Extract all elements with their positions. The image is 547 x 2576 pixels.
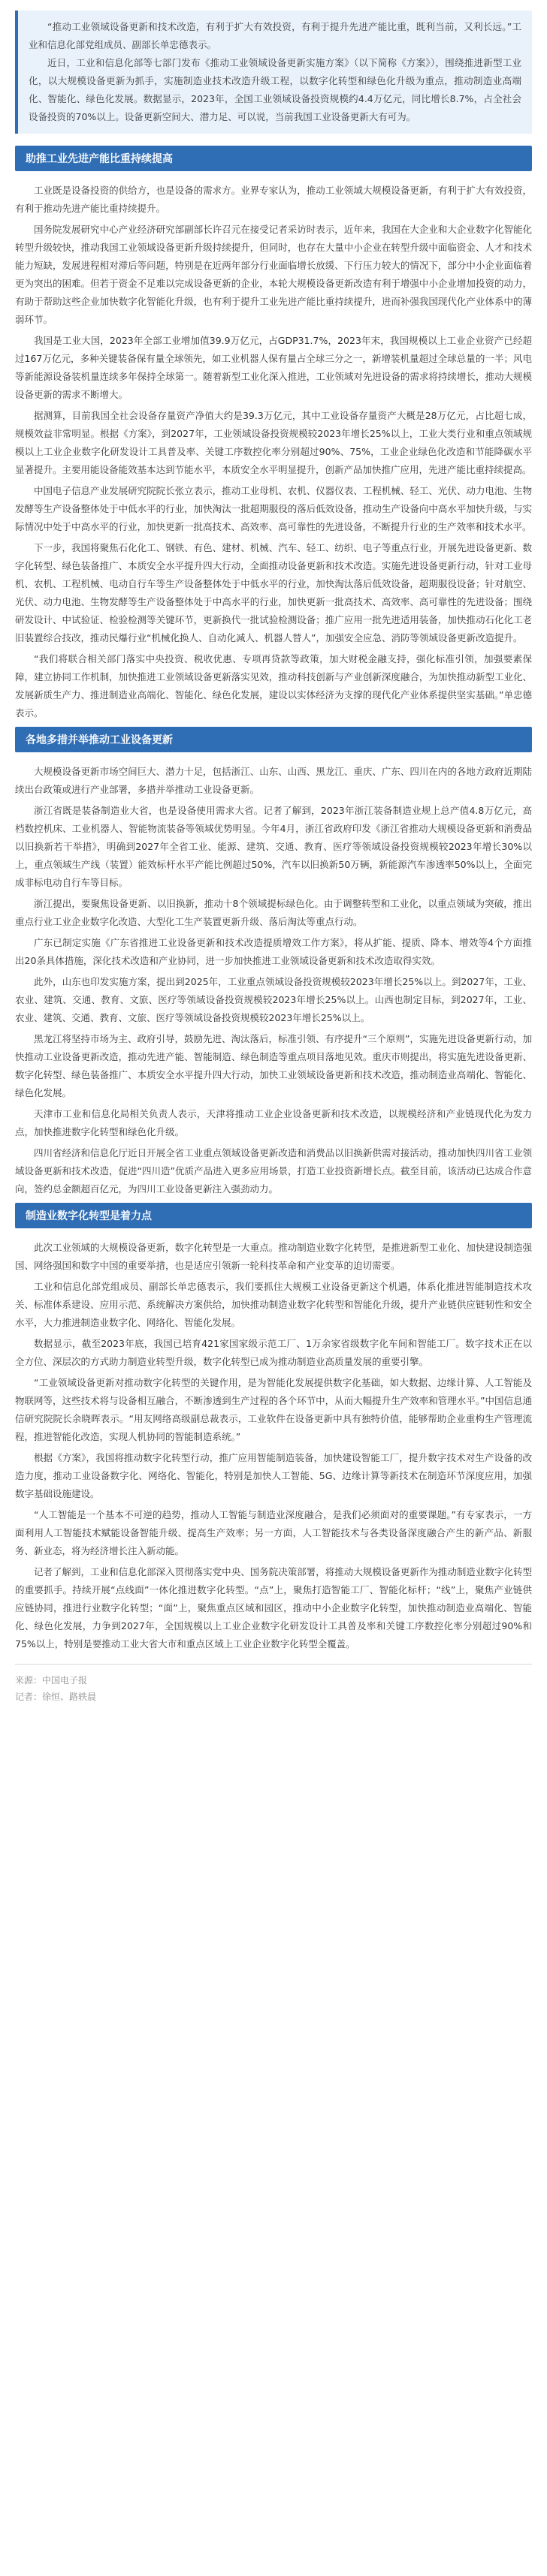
article-footer xyxy=(15,1664,532,1705)
paragraph: 四川省经济和信息化厅近日开展全省工业重点领域设备更新改造和消费品以旧换新供需对接活动，推动加快四川省工业领域设备更新和技术改造，促进“四川造”优质产品进入更多应用场景，打造工业投资新增长点。截至目前，该活动已达成合作意向，签约总金额超百亿元，为四川工业设备更新注入强劲动力。 xyxy=(15,1147,532,1195)
paragraph: 数据显示，截至2023年底，我国已培育421家国家级示范工厂、1万余家省级数字化车间和智能工厂。数字技术正在以全方位、深层次的方式助力制造业转型升级，数字化转型已成为推动制造业高质量发展的重要引擎。 xyxy=(15,1338,532,1367)
section-title: 制造业数字化转型是着力点 xyxy=(15,1203,532,1228)
paragraph: 中国电子信息产业发展研究院院长张立表示，推动工业母机、农机、仪器仪表、工程机械、轻工、光伏、动力电池、生物发酵等生产设备整体处于中低水平的行业，加快淘汰一批超期服役的落后低效设备，推动生产设备向中高水平加快升级，与实际情况中处于中高水平的行业，加快更新一批高技术、高效率、高可靠性的先进设备，不断提升行业的生产效率和技术水平。 xyxy=(15,485,532,532)
intro-paragraph: 近日，工业和信息化部等七部门发布《推动工业领域设备更新实施方案》（以下简称《方案》），围绕推进新型工业化，以大规模设备更新为抓手，实施制造业技术改造升级工程，以数字化转型和绿色化升级为重点，推动制造业高端化、智能化、绿色化发展。数据显示，2023年，全国工业领域设备投资规模约4.4万亿元，同比增长8.7%，占全社会设备投资的70%以上。设备更新空间大、潜力足、可以说，当前我国工业设备更新大有可为。 xyxy=(29,57,521,122)
section-title: 各地多措并举推动工业设备更新 xyxy=(15,727,532,752)
paragraph: 大规模设备更新市场空间巨大、潜力十足，包括浙江、山东、山西、黑龙江、重庆、广东、四川在内的各地方政府近期陆续出台政策或进行产业部署，多措并举推动工业设备更新。 xyxy=(15,766,532,795)
paragraph: 记者了解到，工业和信息化部深入贯彻落实党中央、国务院决策部署，将推动大规模设备更新作为推动制造业数字化转型的重要抓手。持续开展“点线面”一体化推进数字化转型。“点”上，聚焦打造智能工厂、智能化标杆；“线”上，聚焦产业链供应链协同，推进行业数字化转型；“面”上，聚焦重点区域和园区，推动中小企业数字化转型，加快推动制造业高端化、智能化、绿色化发展，力争到2027年，全国规模以上工业企业数字化研发设计工具普及率和关键工序数控化率分别超过90%和75%以上，特别是要推动工业大省大市和重点区域上工业企业数字化转型全覆盖。 xyxy=(15,1566,532,1650)
section-2 xyxy=(15,727,532,1198)
paragraph: “人工智能是一个基本不可逆的趋势，推动人工智能与制造业深度融合，是我们必须面对的重要课题。”有专家表示，一方面利用人工智能技术赋能设备智能升级、提高生产效率；另一方面，人工智能技术与各类设备深度融合产生的新产品、新服务、新业态，将为经济增长注入新动能。 xyxy=(15,1509,532,1556)
paragraph: 此次工业领域的大规模设备更新，数字化转型是一大重点。推动制造业数字化转型，是推进新型工业化、加快建设制造强国、网络强国和数字中国的重要举措，也是适应引领新一轮科技革命和产业变革的迫切需要。 xyxy=(15,1242,532,1271)
intro-paragraph: “推动工业领域设备更新和技术改造，有利于扩大有效投资，有利于提升先进产能比重，既利当前，又利长远。”工业和信息化部党组成员、副部长单忠德表示。 xyxy=(29,21,521,50)
paragraph: 根据《方案》，我国将推动数字化转型行动，推广应用智能制造装备，加快建设智能工厂，提升数字技术对生产设备的改造力度，推动工业设备数字化、网络化、智能化，特别是加快人工智能、5G、边缘计算等新技术在制造环节深度应用，加强数字基础设施建设。 xyxy=(15,1452,532,1499)
paragraph: 黑龙江将坚持市场为主、政府引导，鼓励先进、淘汰落后，标准引领、有序提升“三个原则”，实施先进设备更新行动，加快推动工业设备更新改造，推动先进产能、智能制造、绿色制造等重点项目落地见效。重庆市则提出，将实施先进设备更新、数字化转型、绿色装备推广、本质安全水平提升四大行动，加快工业领域设备更新和技术改造，推动制造业高端化、智能化、绿色化发展。 xyxy=(15,1033,532,1098)
paragraph: 下一步，我国将聚焦石化化工、钢铁、有色、建材、机械、汽车、轻工、纺织、电子等重点行业，开展先进设备更新、数字化转型、绿色装备推广、本质安全水平提升四大行动，全面推动设备更新和技术改造。实施先进设备更新行动，针对工业母机、农机、工程机械、电动自行车等生产设备整体处于中低水平的行业，加快淘汰落后低效设备，超期服役设备；针对航空、光伏、动力电池、生物发酵等生产设备整体处于中高水平的行业，加快更新一批高技术、高效率、高可靠性的先进设备；围绕研发设计、中试验证、检验检测等关键环节，更新换代一批试验检测设备；推广应用一批先进适用装备，加快推动石化化工老旧装置综合技改，推动民爆行业“机械化换人、自动化减人、机器人替人”，加强安全应急、消防等领域设备更新改造提升。 xyxy=(15,542,532,643)
section-title: 助推工业先进产能比重持续提高 xyxy=(15,146,532,171)
paragraph: 浙江提出，要聚焦设备更新、以旧换新，推动十8个领域提标绿色化。由于调整转型和工业化，以重点领域为突破，推出重点行业工业企业数字化改造、大型化工生产装置更新升级、落后淘汰等重点行动。 xyxy=(15,898,532,927)
paragraph: 浙江省既是装备制造业大省，也是设备使用需求大省。记者了解到，2023年浙江装备制造业规上总产值4.8万亿元，高档数控机床、工业机器人、智能物流装备等领域优势明显。今年4月，浙江省政府印发《浙江省推动大规模设备更新和消费品以旧换新若干举措》，明确到2027年全省工业、能源、建筑、交通、教育、医疗等领域设备投资规模较2023年增长30%以上，重点领域生产线（装置）能效标杆水平产能比例超过50%，汽车以旧换新50万辆，新能源汽车渗透率50%以上，全面完成非标电动自行车等目标。 xyxy=(15,805,532,888)
section-3 xyxy=(15,1203,532,1653)
paragraph: 天津市工业和信息化局相关负责人表示，天津将推动工业企业设备更新和技术改造，以规模经济和产业链现代化为发力点，加快推进数字化转型和绿色化升级。 xyxy=(15,1108,532,1137)
section-1 xyxy=(15,146,532,722)
paragraph: “工业领域设备更新对推动数字化转型的关键作用，是为智能化发展提供数字化基础，如大数据、边缘计算、人工智能及物联网等，这些技术将与设备相互融合，不断渗透到生产过程的各个环节中，从而大幅提升生产效率和管理水平。”中国信息通信研究院院长余晓晖表示。“用友网络高级副总裁表示，工业软件在设备更新中具有独特价值，能够帮助企业重构生产管理流程，推进智能化改造，实现人机协同的智能制造系统。” xyxy=(15,1377,532,1442)
paragraph: 广东已制定实施《广东省推进工业设备更新和技术改造提质增效工作方案》，将从扩能、提质、降本、增效等4个方面推出20条具体措施，深化技术改造和产业协同，进一步加快推进工业领域设备更新和技术改造取得实效。 xyxy=(15,937,532,966)
source-line: 来源：中国电子报 xyxy=(15,1675,88,1686)
intro-box xyxy=(15,11,532,134)
editor-line: 记者：徐恒、路轶晨 xyxy=(15,1692,97,1702)
paragraph: 此外，山东也印发实施方案，提出到2025年，工业重点领域设备投资规模较2023年增长25%以上。到2027年，工业、农业、建筑、交通、教育、文旅、医疗等领域设备投资规模较2023年增长25%以上。山西也制定目标，到2027年，工业、农业、建筑、交通、教育、文旅、医疗等领域设备投资规模较2023年增长25%以上。 xyxy=(15,976,532,1023)
paragraph: 我国是工业大国，2023年全部工业增加值39.9万亿元，占GDP31.7%，2023年末，我国规模以上工业企业资产已经超过167万亿元，多种关键装备保有量全球领先，如工业机器人保有量占全球三分之一，新增装机量超过全球总量的一半；风电等新能源设备装机量连续多年保持全球第一。随着新型工业化深入推进，工业领域对先进设备的需求将持续增长，推动大规模设备更新的需求不断增大。 xyxy=(15,335,532,400)
paragraph: 工业既是设备投资的供给方，也是设备的需求方。业界专家认为，推动工业领域大规模设备更新，有利于扩大有效投资，有利于推动先进产能比重持续提升。 xyxy=(15,185,532,214)
paragraph: “我们将联合相关部门落实中央投资、税收优惠、专项再贷款等政策，加大财税金融支持，强化标准引领，加强要素保障，建立协同工作机制，加快推进工业领域设备更新落实见效，推动科技创新与产业创新深度融合，为加快推动新型工业化、发展新质生产力、推进制造业高端化、智能化、绿色化发展，建设以实体经济为支撑的现代化产业体系提供坚实基础。”单忠德表示。 xyxy=(15,653,532,719)
paragraph: 国务院发展研究中心产业经济研究部副部长许召元在接受记者采访时表示，近年来，我国在大企业和大企业数字化智能化转型升级较快，推动我国工业领域设备更新升级持续提升，但同时，也存在大量中小企业在转型升级中面临资金、人才和技术能力短缺，发展进程相对滞后等问题，特别是在近两年部分行业面临增长放缓、下行压力较大的情况下，部分中小企业面临着更为突出的困难。但若于资金不足难以完成设备更新的企业，本轮大规模设备更新改造有利于增强中小企业增加投资的动力，有助于帮助这些企业加快数字化智能化升级，也有利于提升工业先进产能比重持续提升，进而补强我国现代化产业体系中的薄弱环节。 xyxy=(15,224,532,325)
paragraph: 据测算，目前我国全社会设备存量资产净值大约是39.3万亿元，其中工业设备存量资产大概是28万亿元，占比超七成，规模效益非常明显。根据《方案》，到2027年，工业领域设备投资规模较2023年增长25%以上，工业大类行业和重点领域规模以上工业企业数字化研发设计工具普及率、关键工序数控化率分别超过90%、75%，工业企业绿色化改造和节能降碳水平显著提升。主要用能设备能效基本达到节能水平，本质安全水平明显提升，创新产品加快推广应用，先进产能比重持续提高。 xyxy=(15,410,532,475)
paragraph: 工业和信息化部党组成员、副部长单忠德表示，我们要抓住大规模工业设备更新这个机遇，体系化推进智能制造技术攻关、标准体系建设、应用示范、系统解决方案供给，加快推动制造业数字化转型和智能化升级，提升产业链供应链韧性和安全水平，大力推进制造业数字化、网络化、智能化发展。 xyxy=(15,1281,532,1328)
